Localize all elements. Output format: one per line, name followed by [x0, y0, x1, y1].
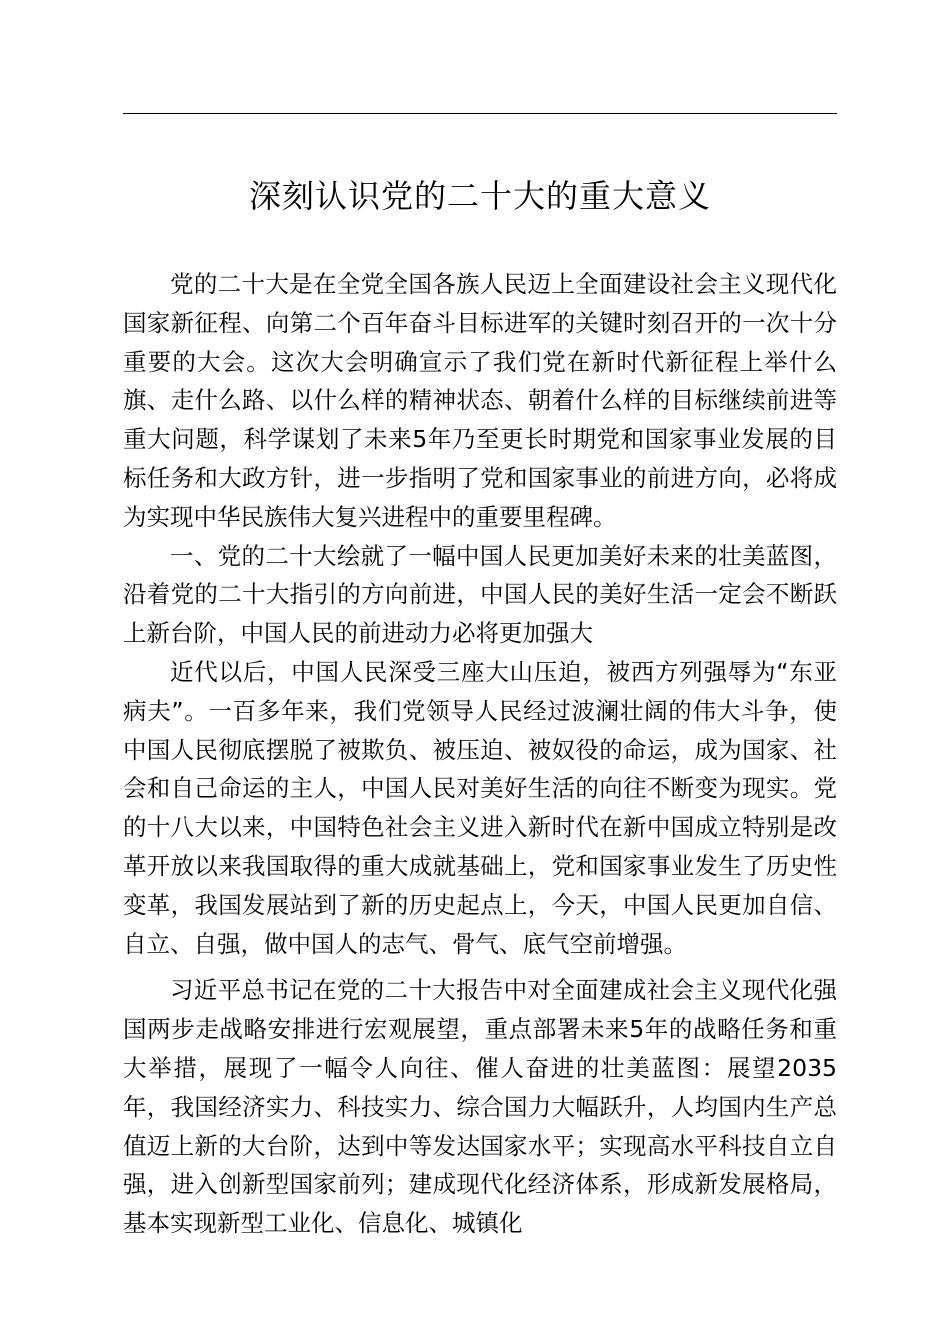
paragraph-intro: 党的二十大是在全党全国各族人民迈上全面建设社会主义现代化国家新征程、向第二个百年奋斗目标进军的关键时刻召开的一次十分重要的大会。这次大会明确宣示了我们党在新时代新征程上举什么旗、走什么路、以什么样的精神状态、朝着什么样的目标继续前进等重大问题，科学谋划了未来5年乃至更长时期党和国家事业发展的目标任务和大政方针，进一步指明了党和国家事业的前进方向，必将成为实现中华民族伟大复兴进程中的重要里程碑。	[123, 270, 837, 531]
document-body	[123, 265, 837, 1243]
paragraph-history: 近代以后，中国人民深受三座大山压迫，被西方列强辱为“东亚病夫”。一百多年来，我们党领导人民经过波澜壮阔的伟大斗争，使中国人民彻底摆脱了被欺负、被压迫、被奴役的命运，成为国家、社会和自己命运的主人，中国人民对美好生活的向往不断变为现实。党的十八大以来，中国特色社会主义进入新时代在新中国成立特别是改革开放以来我国取得的重大成就基础上，党和国家事业发生了历史性变革，我国发展站到了新的历史起点上，今天，中国人民更加自信、自立、自强，做中国人的志气、骨气、底气空前增强。	[123, 657, 837, 958]
page-title: 深刻认识党的二十大的重大意义	[248, 177, 711, 215]
paragraph-section-heading-1: 一、党的二十大绘就了一幅中国人民更加美好未来的壮美蓝图，沿着党的二十大指引的方向前进，中国人民的美好生活一定会不断跃上新台阶，中国人民的前进动力必将更加强大	[123, 541, 837, 648]
header-rule	[123, 113, 837, 114]
paragraph-blueprint: 习近平总书记在党的二十大报告中对全面建成社会主义现代化强国两步走战略安排进行宏观展望，重点部署未来5年的战略任务和重大举措，展现了一幅令人向往、催人奋进的壮美蓝图：展望2035年，我国经济实力、科技实力、综合国力大幅跃升，人均国内生产总值迈上新的大台阶，达到中等发达国家水平；实现高水平科技自立自强，进入创新型国家前列；建成现代化经济体系，形成新发展格局，基本实现新型工业化、信息化、城镇化	[123, 976, 837, 1238]
